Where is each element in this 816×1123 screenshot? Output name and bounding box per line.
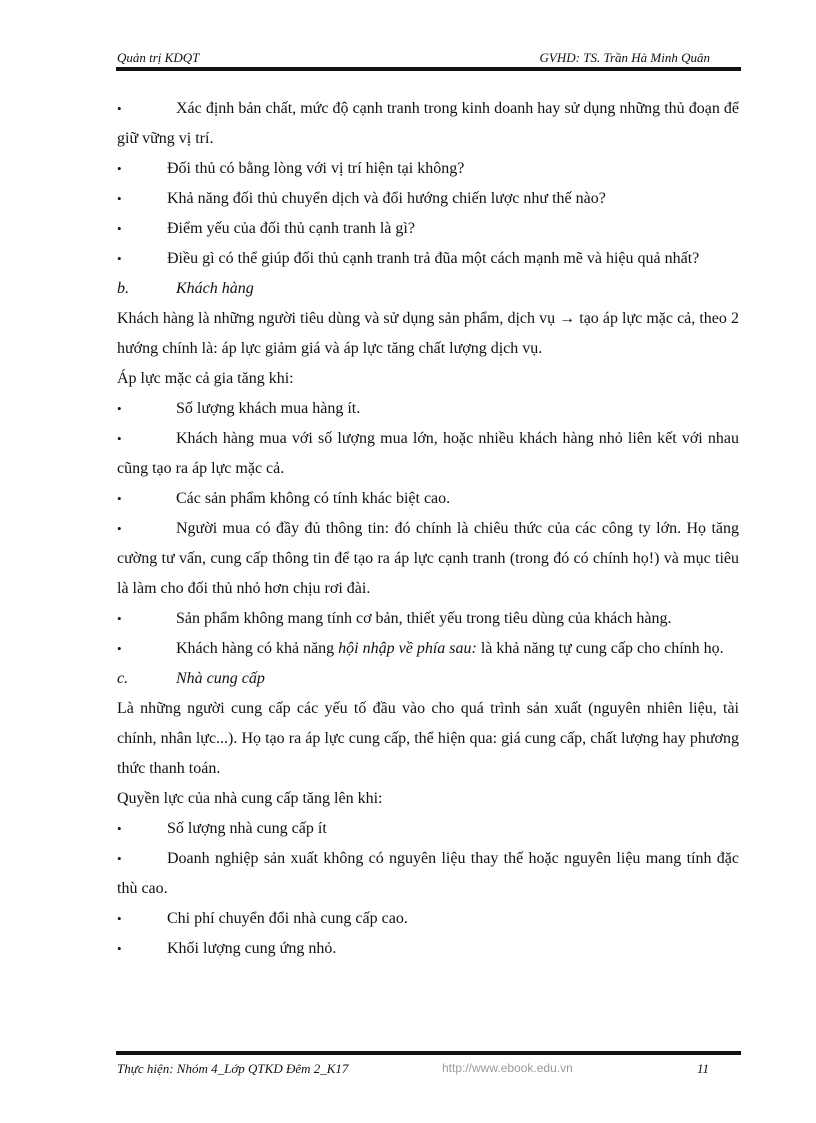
page-number: 11 (697, 1061, 710, 1076)
bullet-icon: • (117, 191, 122, 206)
page-body (117, 94, 739, 964)
footer-rule (116, 1051, 741, 1055)
section-heading-c: c. Nhà cung cấp (117, 670, 265, 687)
page-header (117, 50, 740, 66)
bullet-icon: • (117, 611, 122, 626)
bullet-icon: • (117, 491, 122, 506)
bullet-icon: • (117, 911, 122, 926)
bullet-icon: • (117, 431, 122, 446)
list-item: • Số lượng khách mua hàng ít. (117, 394, 739, 424)
section-heading-b: b. Khách hàng (117, 280, 254, 297)
bullet-icon: • (117, 401, 122, 416)
bullet-icon: • (117, 821, 122, 836)
bullet-icon: • (117, 101, 122, 116)
paragraph: Quyền lực của nhà cung cấp tăng lên khi: (117, 790, 383, 807)
list-item: • Khách hàng có khả năng hội nhập về phía sau: là khả năng tự cung cấp cho chính họ. (117, 634, 739, 664)
list-item: • Khách hàng mua với số lượng mua lớn, hoặc nhiều khách hàng nhỏ liên kết với nhau cũng tạo ra áp lực mặc cả. (117, 424, 739, 484)
list-item: • Số lượng nhà cung cấp ít (117, 814, 739, 844)
list-item: • Đối thủ có bằng lòng với vị trí hiện tại không? (117, 154, 739, 184)
list-item: • Điểm yếu của đối thủ cạnh tranh là gì? (117, 214, 739, 244)
header-course: Quản trị KDQT (117, 50, 200, 65)
bullet-icon: • (117, 941, 122, 956)
bullet-icon: • (117, 851, 122, 866)
page-footer (117, 1061, 740, 1077)
list-item: • Khối lượng cung ứng nhỏ. (117, 934, 739, 964)
bullet-icon: • (117, 221, 122, 236)
list-item: • Sản phẩm không mang tính cơ bản, thiết yếu trong tiêu dùng của khách hàng. (117, 604, 739, 634)
paragraph: Khách hàng là những người tiêu dùng và sử dụng sản phẩm, dịch vụ → tạo áp lực mặc cả, theo 2 hướng chính là: áp lực giảm giá và áp lực tăng chất lượng dịch vụ. (117, 310, 739, 357)
bullet-icon: • (117, 251, 122, 266)
bullet-icon: • (117, 641, 122, 656)
paragraph: Là những người cung cấp các yếu tố đầu vào cho quá trình sản xuất (nguyên nhiên liệu, tài chính, nhân lực...). Họ tạo ra áp lực cung cấp, thể hiện qua: giá cung cấp, chất lượng hay phương thức thanh toán. (117, 700, 739, 777)
footer-url: http://www.ebook.edu.vn (442, 1061, 573, 1075)
list-item: • Các sản phẩm không có tính khác biệt cao. (117, 484, 739, 514)
bullet-icon: • (117, 521, 122, 536)
list-item: • Doanh nghiệp sản xuất không có nguyên liệu thay thế hoặc nguyên liệu mang tính đặc thù cao. (117, 844, 739, 904)
list-item: • Xác định bản chất, mức độ cạnh tranh trong kinh doanh hay sử dụng những thủ đoạn để giữ vững vị trí. (117, 94, 739, 154)
list-item: • Người mua có đầy đủ thông tin: đó chính là chiêu thức của các công ty lớn. Họ tăng cường tư vấn, cung cấp thông tin để tạo ra áp lực cạnh tranh (trong đó có chính họ!) và mục tiêu là làm cho đối thủ nhỏ hơn chịu rơi đài. (117, 514, 739, 604)
header-instructor: GVHD: TS. Trần Hà Minh Quân (539, 50, 710, 65)
header-rule (116, 67, 741, 71)
list-item: • Khả năng đối thủ chuyển dịch và đổi hướng chiến lược như thế nào? (117, 184, 739, 214)
list-item: • Chi phí chuyển đổi nhà cung cấp cao. (117, 904, 739, 934)
paragraph: Áp lực mặc cả gia tăng khi: (117, 370, 294, 387)
list-item: • Điều gì có thể giúp đối thủ cạnh tranh trả đũa một cách mạnh mẽ và hiệu quả nhất? (117, 244, 739, 274)
bullet-icon: • (117, 161, 122, 176)
footer-author: Thực hiện: Nhóm 4_Lớp QTKD Đêm 2_K17 (117, 1061, 349, 1076)
